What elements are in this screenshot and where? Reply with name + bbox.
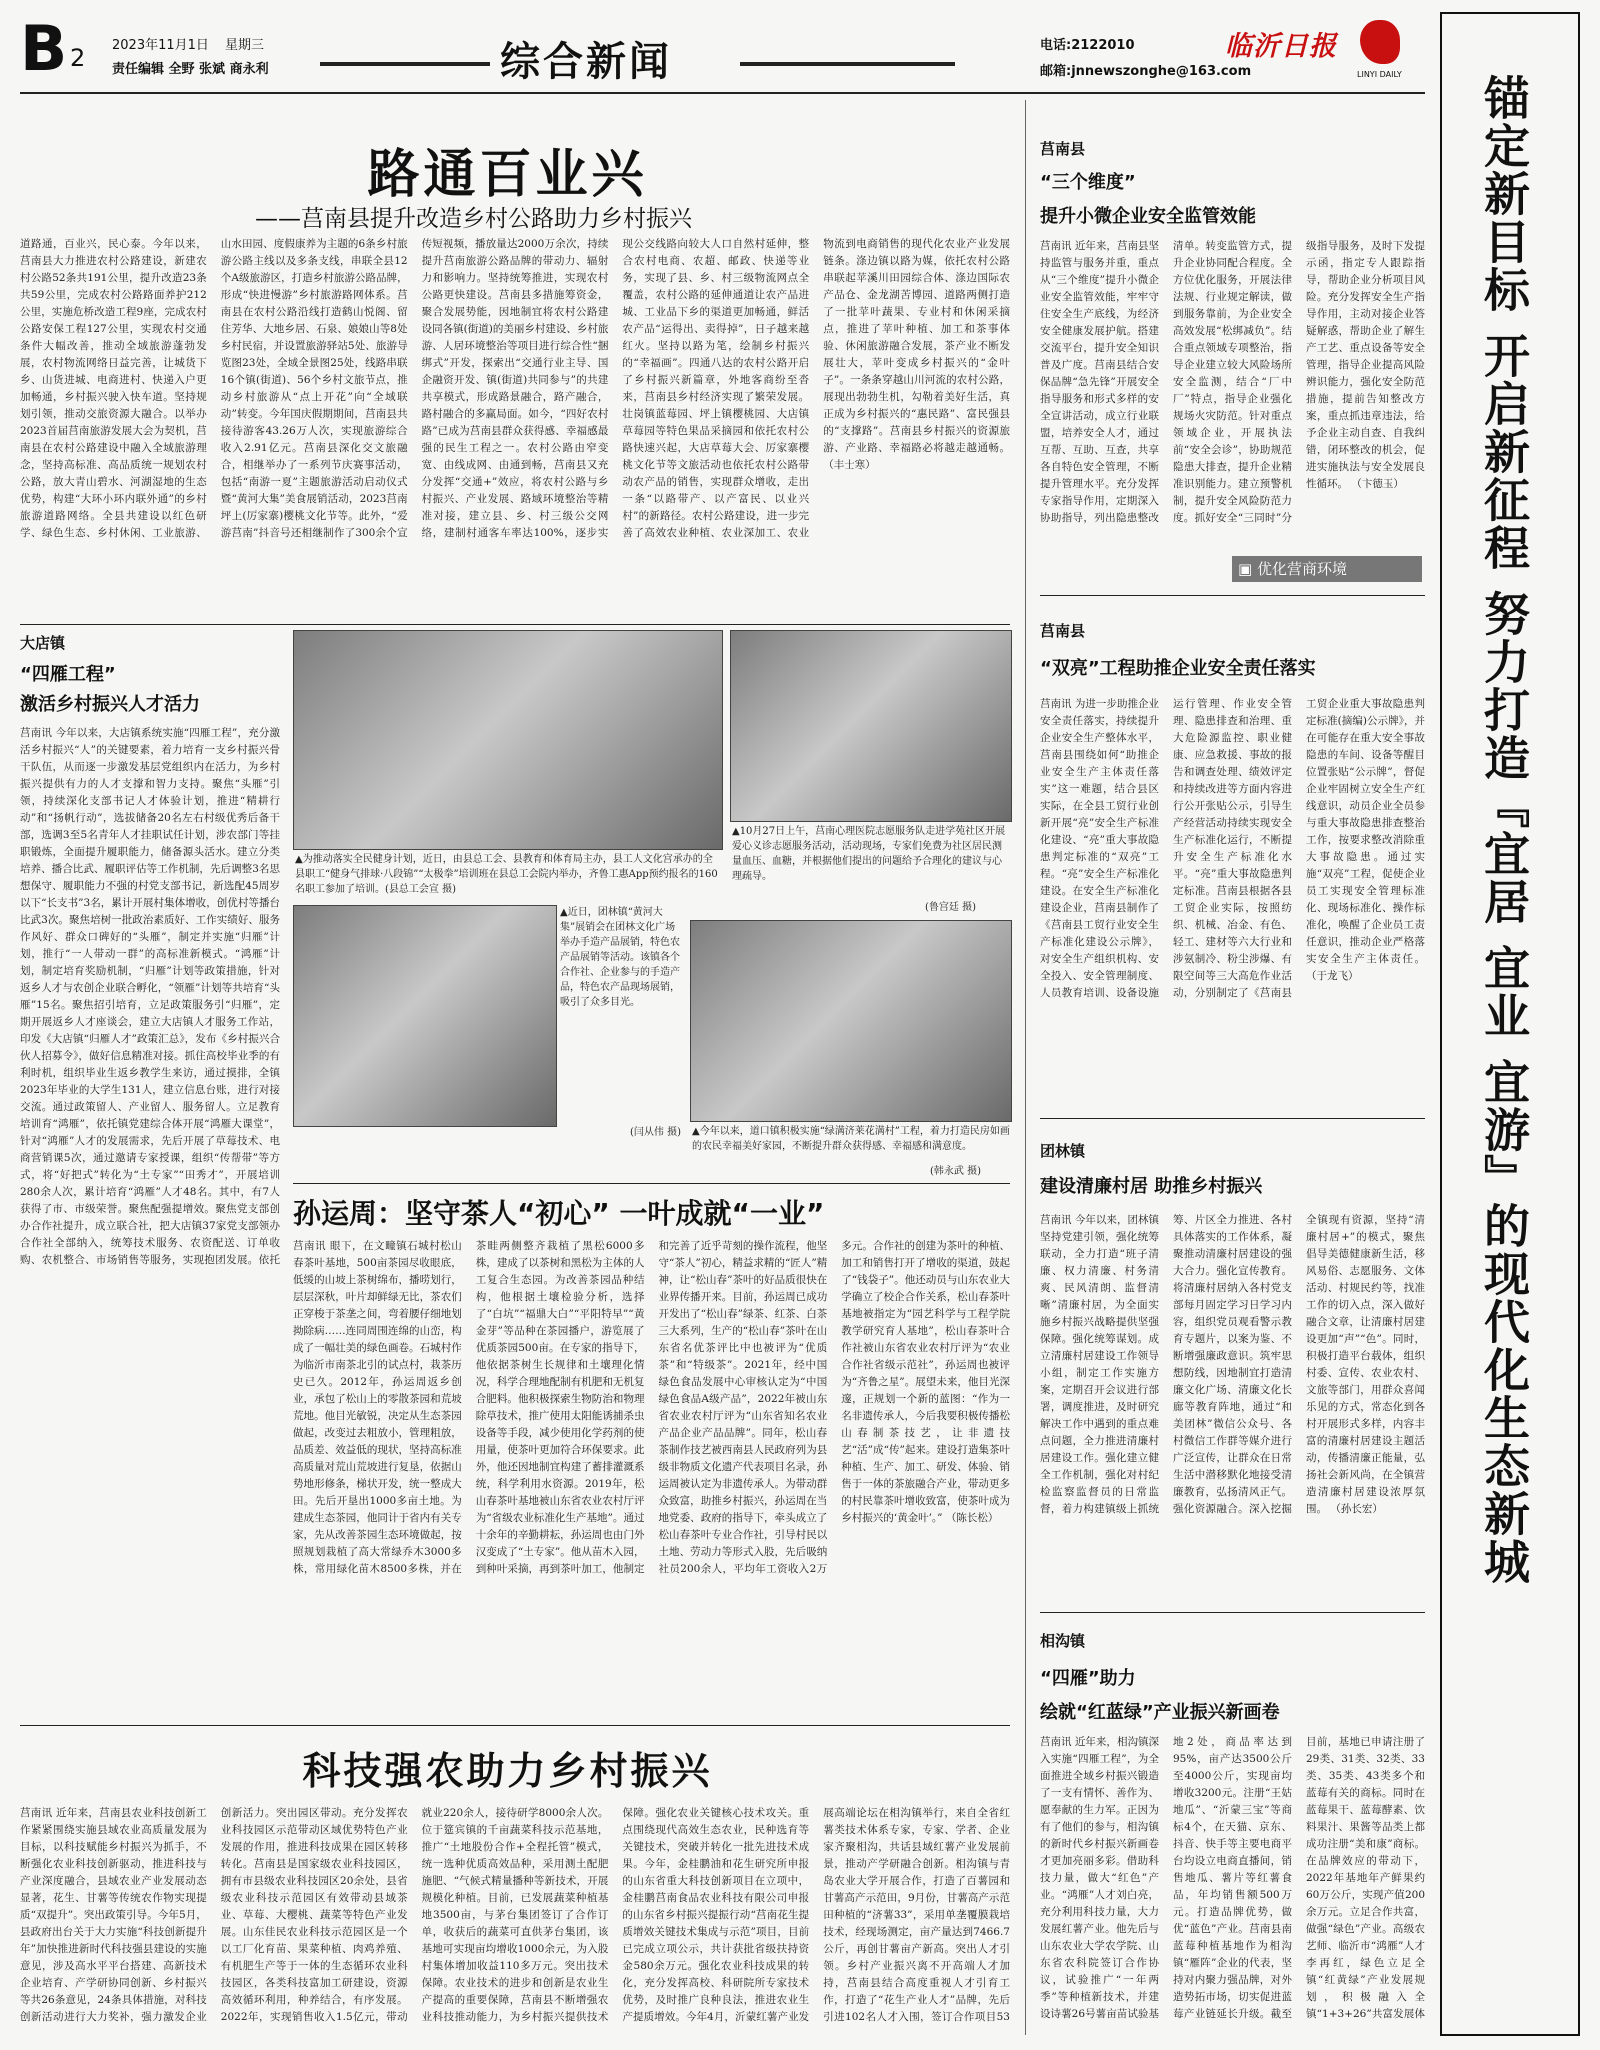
page-number: 2 — [70, 44, 86, 72]
masthead-bottom-rule — [20, 92, 1425, 94]
right1-body — [1040, 238, 1425, 578]
email: 邮箱:jnnewszonghe@163.com — [1040, 64, 1252, 79]
lead-body-text: 道路通，百业兴，民心泰。今年以来，莒南县大力推进农村公路建设，新建农村公路52条共191公里，提升改造23条共59公里，完成农村公路路面养护212公里，实施危桥改造工程9座，完成农村公路安保工程127公里，实现农村交通条件大幅改善，推动全域旅游蓬勃发展，农村物流网络日益完善，让城货下乡、山货进城、电商进村、快递入户更加畅通，乡村振兴驶入快车道。坚持规划引领，推动交旅资源大融合。以举办2023首届莒南旅游发展大会为契机，莒南县在农村公路建设中融入全域旅游理念，坚持高标准、高品质统一规划农村公路，放大青山碧水、河湖湿地的生态优势，构建“大环小环内联外通”的乡村旅游道路网络。全县共建设以红色研学、绿色生态、乡村休闲、工业旅游、山水田园、度假康养为主题的6条乡村旅游公路主线以及多条支线，串联全县12个A级旅游区，打造乡村旅游公路品牌，形成“快进慢游”乡村旅游路网体系。莒南县在农村公路沿线打造鹤山悦阁、留住芳华、大地乡居、石泉、娘娘山等8处乡村民宿，并设置旅游驿站5处、旅游导览图23处，全域全景图25处，线路串联16个镇(街道)、56个乡村文旅节点，推动乡村旅游从“点上开花”向“全域联动”转变。今年国庆假期期间，莒南县共接待游客43.26万人次，实现旅游综合收入2.91亿元。莒南县深化交文旅融合，相继举办了一系列节庆赛事活动，包括“南游一夏”主题旅游活动启动仪式暨“黄河大集”美食展销活动，2023莒南坪上(厉家寨)樱桃文化节等。此外，“爱游莒南”抖音号还相继制作了300余个宣传短视频，播放量达2000万余次，持续提升莒南旅游公路品牌的带动力、辐射力和影响力。坚持统筹推进，实现农村公路更快建设。莒南县多措施筹资金，聚合发展势能，因地制宜将农村公路建设同各镇(街道)的美丽乡村建设、乡村旅游、人居环境整治等项目进行综合性“捆绑式”开发，探索出“交通行业主导、国企融资开发、镇(街道)共同参与”的共建共享模式，形成路景融合，路产融合，路村融合的多赢局面。如今，“四好农村路”已成为莒南县群众获得感、幸福感最强的民生工程之一。农村公路由窄变宽、由线成网、由通到畅，莒南县又充分发挥“交通+”效应，将农村公路与乡村振兴、产业发展、路域环境整治等精准对接，建立县、乡、村三级公交网络，建制村通客车率达100%，逐步实现公交线路向较大人口自然村延伸，整合农村电商、农超、邮政、快递等业务，实现了县、乡、村三级物流网点全覆盖，农村公路的延伸通道让农产品进城、工业品下乡的渠道更加畅通，鲜活农产品“运得出、卖得掉”，日子越来越红火。坚持以路为笔，绘制乡村振兴的“幸福画”。四通八达的农村公路开启了乡村振兴新篇章，外地客商纷至沓来，莒南县乡村经济实现了繁荣发展。壮岗镇蓝莓园、坪上镇樱桃园、大店镇草莓园等特色果品采摘园和依托农村公路快速兴起，大店草莓大会、厉家寨樱桃文化节等文旅活动也依托农村公路带动农产品的销售，实现群众增收，走出一条“以路带产、以产富民、以业兴村”的新路径。农村公路建设，进一步完善了高效农业种植、农业深加工、农业物流到电商销售的现代化农业产业发展链条。涤边镇以路为媒，依托农村公路串联起苹溪川田园综合体、涤边国际农产品仓、金龙湖苦博园、道路两侧打造了一批苹叶蔬果、专业村和休闲采摘点，推进了苹叶种植、加工和茶事体验、休闲旅游融合发展，茶产业不断发展壮大，苹叶变成乡村振兴的“金叶子”。一条条穿越山川河流的农村公路，展现出勃勃生机，勾勒着美好生活，真正成为乡村振兴的“惠民路”、富民强县的“支撑路”。莒南县乡村振兴的资源旅游、产业路、幸福路必将越走越通畅。 — [20, 238, 1010, 539]
sun-body-text: 莒南讯 眼下，在文疃镇石城村松山春茶叶基地，500亩茶园尽收眼底，低缓的山坡上茶树绵布，播唠划行，层层深秋，叶片却鲜绿无比，茶农们正穿梭于茶垄之间，弯着腰仔细地划拗除病……连同周围连绵的山峦，构成了一幅壮美的绿色画卷。石城村作为临沂市南茶北引的试点村，栽茶历史已久。2012年，孙运周返乡创业，承包了松山上的零散茶园和荒坡荒地。他目光敏锐，决定从生态茶园做起，改变过去粗放小，管理粗放，品质差、效益低的现状，坚持高标准高质量对荒山荒坡进行复垦，依据山势地形修条，梯状开发，统一整成大田。先后开垦出1000多亩土地。为建成生态茶园，他同计于省内有关专家，先从改善茶园生态环境做起，按照规划栽植了高大常绿乔木3000多株，常用绿化苗木8500多株，并在茶畦两侧整齐栽植了黑松6000多株，建成了以茶树和黑松为主体的人工复合生态园。为改善茶园品种结构，他根据土壤检验分析，选择了“白坑”“福鼎大白”“平阳特早”“黄金芽”等品种在茶园播户，游览展了优质茶园500亩。在专家的指导下，他依据茶树生长规律和土壤理化情况，科学合理地配制有机肥和无机复合肥料。他积极探索生物防治和物理除草技术，推广使用太阳能诱捕杀虫设备等手段，减少使用化学药剂的使用量，使茶叶更加符合环保要求。此外，他还因地制宜构建了蓄排灌溉系统，科学利用水资源。2019年，松山春茶叶基地被山东省农业农村厅评为“省级农业标准化生产基地”。通过十余年的辛勤耕耘，孙运周也由门外汉变成了“土专家”。他从苗木入园，到种叶采摘，再到茶叶加工，他制定和完善了近乎苛刻的操作流程，他坚守“茶人”初心，精益求精的“匠人”精神，让“松山春”茶叶的好品质很快在业界传播开来。目前，孙运周已成功开发出了“松山春”绿茶、红茶、白茶三大系列，生产的“松山春”茶叶在山东省名优茶评比中也被评为“优质茶”和“特级茶”。2021年，经中国绿色食品发展中心审核认定为“中国绿色食品A级产品”，2022年被山东省农业农村厅评为“山东省知名农业产品企业产品品牌”。同年，松山春茶制作技艺被西南县人民政府列为县级非物质文化遗产代表项目名录，孙运周被认定为非遗传承人。为带动群众致富，助推乡村振兴，孙运周在当地党委、政府的指导下，牵头成立了松山春茶叶专业合作社，引导村民以土地、劳动力等形式入股，先后吸纳社员200余人，平均年工资收入2万多元。合作社的创建为茶叶的种植、加工和销售打开了增收的渠道，鼓起了“钱袋子”。他还动员与山东农业大学确立了校企合作关系，松山春茶叶基地被指定为“园艺科学与工程学院教学研究育人基地”，松山春茶叶合作社被山东省农业农村厅评为“农业合作社省级示范社”，孙运周也被评为“齐鲁之星”。展望未来，他目光深邃，正规划一个新的蓝图：“作为一名非遗传承人，今后我要积极传播松山春制茶技艺，让非遗技艺“活”成“传”起来。建设打造集茶叶种植、生产、加工、研发、体验、销售于一体的茶旅融合产业，带动更多的村民靠茶叶增收致富，使茶叶成为乡村振兴的‘黄金叶’。” — [293, 1240, 1010, 1575]
health-caption: ▲10月27日上午，莒南心理医院志愿服务队走进学苑社区开展爱心义诊志愿服务活动，活动现场，专家们免费为社区居民测量血压、血糖，并根据他们提出的问题给予合理化的建议与心理疏导。 — [732, 826, 1006, 882]
masthead-rule-right — [740, 62, 955, 66]
left-title-line1: “四雁工程” — [20, 664, 116, 685]
right3-body — [1040, 1212, 1425, 1602]
fair-photo — [293, 905, 557, 1127]
phone: 电话:2122010 — [1040, 38, 1135, 53]
tech-body — [20, 1805, 1010, 2035]
tech-body-text: 莒南讯 近年来，莒南县农业科技创新工作紧紧围绕实施县域农业高质量发展为目标，以科技赋能乡村振兴为抓手，不断强化农业科技创新驱动，推进科技与产业深度融合，县域农业产业发展动态显著，花生、甘薯等传统农作物实现提质“双提升”。突出政策引导。今年5月，县政府出台关于大力实施“科技创新提升年”加快推进新时代科技强县建设的实施意见，涉及高水平平台搭建、高新技术企业培育、产学研协同创新、乡村振兴等共26条意见，24条具体措施，对科技创新活动进行大力奖补，强力激发企业创新活力。突出园区带动。充分发挥农业科技园区示范带动区域优势特色产业发展的作用，推进科技成果在园区转移转化。莒南县是国家级农业科技园区，拥有市县级农业科技园区20余处，县省级农业科技示范园区有效带动县域茶业、草莓、大樱桃、蔬菜等特色产业发展。山东佳民农业科技示范园区是一个以工厂化育苗、果菜种植、肉鸡养殖、有机肥生产等于一体的生态循环农业科技园区，各类科技富加工研建设，资源高效循环利用，种养结合，有序发展。2022年，实现销售收入1.5亿元，带动就业220余人，接待研学8000余人次。位于筵宾镇的千亩蔬菜科技示范基地，推广“土地股份合作+全程托管”模式，统一选种优质高效品种，采用测土配肥施肥、“气候式精量播种等新技术，开展规模化种植。目前，已发展蔬菜种植基地3500亩，与茅台集团签订了合作订单，收获后的蔬菜可直供茅台集团，该基地可实现亩均增收1000余元，为入股村集体增加收益110多万元。突出技术保障。农业技术的进步和创新是农业生产提高的重要保障，莒南县不断增强农业科技推动能力，为乡村振兴提供技术保障。强化农业关键核心技术攻关。重点围绕现代高效生态农业，民种选育等关键技术，突破并转化一批先进技术成果。今年，金桂鹏油和花生研究所申报的山东省重大科技创新项目在立项中，金桂鹏莒南食品农业科技有限公司申报的山东省乡村振兴提振行动“莒南花生提质增效关键技术集成与示范”项目，目前已完成立项公示，共计获批省级扶持资金580余万元。强化农业科技成果的转化，充分发挥高校、科研院所专家技术优势，及时推广良种良法，推进农业生产提质增效。今年4月，沂蒙红薯产业发展高端论坛在相沟镇举行，来自全省红薯类技术体系专家，专家、学者、企业家齐聚相沟，共话县域红薯产业发展前景，推动产学研融合创新。相沟镇与青岛农业大学开展合作，打造了百薯园和甘薯高产示范田，9月份，甘薯高产示范田种植的“济薯33”，采用单垄覆膜栽培技术，经现场测定，亩产量达到7466.7公斤，再创甘薯亩产新高。突出人才引领。乡村产业振兴离不开高端人才加持，莒南县结合高度重视人才引育工作，打造了“花生产业人才”品牌，先后引进102名人才入围，签订合作项目53 — [20, 1807, 1010, 2023]
right3-bottom-rule — [1040, 1612, 1425, 1613]
sun-bottom-rule — [20, 1725, 1010, 1726]
right3-byline: （孙长宏） — [1330, 1503, 1383, 1515]
tag-icon: ▣ — [1238, 560, 1253, 578]
paper-name-en: LINYI DAILY — [1357, 70, 1402, 79]
masthead-rule-left — [320, 62, 490, 66]
right2-bottom-rule — [1040, 1118, 1425, 1119]
tag-label: 优化营商环境 — [1256, 560, 1347, 578]
lead-byline: （丰士寒） — [823, 459, 876, 471]
right1-body-text: 莒南讯 近年来，莒南县坚持监管与服务并重，重点从“三个维度”提升小微企业安全监管效能，牢牢守住安全生产底线，为经济安全健康发展护航。搭建交流平台，提升安全知识普及广度。莒南县结合安保品牌“急先锋”开展安全指导服务和形式多样的安全宣讲活动，成立行业联盟，培养安全人才，通过互帮、互助、互查，共享各自特色安全管理，不断提升管理水平。充分发挥专家指导作用，定期深入协助指导，列出隐患整改清单。转变监管方式，提升企业协同配合程度。全方位优化服务，开展法律法规、行业规定解读，做到服务靠前，为企业安全高效发展“松绑减负”。结合重点领域专项整治，指导企业建立较大风险场所安全监测，结合“厂中厂”特点，指导企业强化规场火灾防范。针对重点领域企业，开展执法前“安全会诊”，协助规范隐患大排查，提升企业精准识别能力。建立预警机制，提升安全风险防范力度。抓好安全“三同时”分级指导服务，及时下发提示函，指定专人跟踪指导，帮助企业分析项目风险。充分发挥安全生产指导作用，主动对接企业答疑解惑，帮助企业了解生产工艺、重点设备等安全管理，指导企业提高风险辨识能力，强化安全防范措施，提前告知整改方案，重点抓违章违法，给予企业主动自查、自我纠错，闭环整改的机会，促进实施执法与安全发展良性循环。 — [1040, 240, 1425, 524]
right1-title-line1: “三个维度” — [1040, 172, 1136, 193]
issue-date: 2023年11月1日 — [112, 38, 209, 53]
left-body — [20, 725, 280, 1273]
housing-photo — [690, 920, 1012, 1122]
paper-logo — [1225, 20, 1425, 90]
business-tag — [1232, 556, 1422, 582]
photos-bottom-rule — [293, 1183, 1010, 1184]
dance-caption: ▲为推动落实全民健身计划，近日，由县总工会、县教育和体育局主办，县工人文化宫承办的全县职工“健身气排球·八段锦”“太极拳”培训班在县总工会院内举办，齐鲁工惠App预约报名的160名职工参加了培训。(县总工会宣 摄) — [295, 854, 718, 895]
housing-credit: (韩永武 摄) — [930, 1166, 981, 1177]
housing-caption: ▲今年以来，道口镇积极实施“绿满济莱花满村”工程，着力打造民房如画的农民幸福美好家园，不断提升群众获得感、幸福感和满意度。 — [692, 1126, 1010, 1152]
right1-kicker: 莒南县 — [1040, 140, 1086, 158]
fair-caption: ▲近日，团林镇“黄河大集”展销会在团林文化广场举办手造产品展销，特色农产品展销等活动。该镇各个合作社、企业参与的手造产品，特色农产品现场展销，吸引了众多目光。 — [560, 907, 680, 1008]
health-photo — [730, 630, 1012, 822]
right4-body-text: 莒南讯 近年来，相沟镇深入实施“四雁工程”，为全面推进全域乡村振兴锻造了一支有情怀、善作为、愿奉献的生力军。正因为有了他们的参与，相沟镇的新时代乡村振兴新画卷才更加亮丽多彩。借助科技力量，做大“红色”产业。“鸿雁”人才刘白亮，充分利用科技力量，大力发展红薯产业。他先后与山东农业大学农学院、山东省农科院签订合作协议，试验推广“一年两季”等种植新技术，并建设诗薯26号薯亩苗试验基地2处，商品率达到95%，亩产达3500公斤至4000公斤，实现亩均增收3200元。注册“王姑地瓜”、“沂蒙三宝”等商标4个，在天猫、京东、抖音、快手等主要电商平台均设立电商直播间，销售地瓜、薯片等红薯食品，年均销售额500万元。打造品牌优势，做优“蓝色”产业。莒南县南蓝莓种植基地作为相沟镇“雁阵”企业的代表，坚持对内聚力强品牌，对外造势拓市场，切实促进蓝莓产业链延长升级。截至目前，基地已申请注册了29类、31类、32类、33类、35类、43类多个和蓝莓有关的商标。同时在蓝莓果干、蓝莓酵素、饮料果汁、果酱等品类上都成功注册“美和康”商标。在品牌效应的带动下，2022年基地年产鲜果约60万公斤，实现产值200余万元。立足合作共富，做强“绿色”产业。高级农艺师、临沂市“鸿雁”人才李再红，绿色立足全镇“红黄绿”产业发展规划，积极融入全镇“1+3+26”共富发展体 — [1040, 1736, 1425, 2020]
paper-name: 临沂日报 — [1225, 31, 1337, 62]
right1-bottom-rule — [1040, 595, 1425, 596]
right2-byline: （于龙飞） — [1306, 970, 1359, 982]
right1-byline: （卞德玉） — [1351, 478, 1404, 490]
right4-body — [1040, 1734, 1425, 2034]
right3-title: 建设清廉村居 助推乡村振兴 — [1040, 1176, 1263, 1197]
weekday: 星期三 — [225, 38, 265, 53]
right2-body — [1040, 696, 1425, 1108]
left-body-text: 莒南讯 今年以来，大店镇系统实施“四雁工程”，充分激活乡村振兴“人”的关键要素，着力培育一支乡村振兴骨干队伍，从而逐一步激发基层党组织内在活力，为乡村振兴提供有力的人才支撑和智力支持。聚焦“头雁”引领，持续深化支部书记人才体验计划，推进“精耕行动”和“扬帆行动”，选拔储备20名左右村级优秀后备干部，选调3至5名青年人才挂职试任计划，涉农部门等挂职锻炼，全面提升履职能力，储备源头活水。建立分类培养、播合比武、履职评估等工作机制，先后调整3名思想保守、履职能力不强的村党支部书记，新选配45周岁以下“长支书”3名，累计开展村集体增收，创优村等播台比武3次。聚焦培树一批政治素质好、工作实绩好、服务作风好、群众口碑好的“头雁”，制定并实施“归雁”计划，推行“一人带动一群”的高标准新模式。“鸿雁”计划，制定培育奖励机制，“归雁”计划等政策措施，针对返乡人才与农创企业联合孵化，“领雁”计划等共培育“头雁”15名。聚焦招引培育，立足政策服务引“归雁”，定期开展返乡人才座谈会，建立大店镇人才服务工作站，印发《大店镇“归雁人才”政策汇总》，发布《乡村振兴合伙人招募令》，做好信息精准对接。抓住高校毕业季的有利时机，组织毕业生返乡教学生来访，通过摸排，全镇2023年毕业的大学生131人，建立信息台账，进行对接交流。通过政策留人、产业留人、服务留人。立足教育培训育“鸿雁”，依托镇党建综合体开展“鸿雁大课堂”，针对“鸿雁”人才的发展需求，先后开展了草莓技术、电商营销课5次，通过邀请专家授课，组织“传帮带”等方式，将“好把式”转化为“土专家”“田秀才”，开展培训280余人次，累计培育“鸿雁”人才48名。其中，有7人获得了市、市级荣誉。聚焦配强提增效。聚焦党支部创办合作社提升，成立联合社，把大店镇37家党支部领办合作社全部纳入，统筹技术服务、农资配送、订单收购、农机整合、市场销售等服务，实现抱团发展。依托 — [20, 727, 280, 1266]
right2-body-text: 莒南讯 为进一步助推企业安全责任落实，持续提升企业安全生产整体水平，莒南县围绕如何“助推企业安全生产主体责任落实”这一难题，结合县区实际，在全县工贸行业创新开展“亮”安全生产标准化建设、“亮”重大事故隐患判定标准的“双亮”工程。“亮”安全生产标准化建设。在安全生产标准化建设企业，莒南县制作了《莒南县工贸行业安全生产标准化建设公示牌》，对安全生产组织机构、安全投入、安全管理制度、人员教育培训、设备设施运行管理、作业安全管理、隐患排查和治理、重大危险源监控、职业健康、应急救援、事故的报告和调查处理、绩效评定和持续改进等方面内容进行公开张贴公示，引导生产经营活动持续实现安全生产标准化运行，不断提升安全生产标准化水平。“亮”重大事故隐患判定标准。莒南县根据各县工贸企业实际，按照纺织、机械、冶金、有色、轻工、建材等六大行业和涉氨制冷、粉尘涉爆、有限空间等三大高危作业活动，分别制定了《莒南县工贸企业重大事故隐患判定标准(摘编)公示牌》，并在可能存在重大安全事故隐患的车间、设备等醒目位置张贴“公示牌”，督促企业牢固树立安全生产红线意识，动员企业全员参与重大事故隐患排查整治工作，按要求整改消除重大事故隐患。通过实施“双亮”工程，促使企业员工实现安全管理标准化、现场标准化、操作标准化，唤醒了企业员工责任意识，推动企业严格落实安全生产主体责任。 — [1040, 698, 1425, 999]
editors: 责任编辑 全野 张斌 商永利 — [112, 62, 269, 77]
lead-body — [20, 236, 1010, 618]
left-kicker: 大店镇 — [20, 634, 66, 652]
lead-bottom-rule — [20, 624, 1010, 625]
right2-title: “双亮”工程助推企业安全责任落实 — [1040, 658, 1316, 679]
right-divider — [1025, 100, 1026, 2035]
right4-title-line2: 绘就“红蓝绿”产业振兴新画卷 — [1040, 1702, 1280, 1723]
right4-title-line1: “四雁”助力 — [1040, 1668, 1136, 1689]
health-credit: (鲁宫廷 摄) — [925, 902, 976, 913]
right2-kicker: 莒南县 — [1040, 622, 1086, 640]
tech-title: 科技强农助力乡村振兴 — [302, 1749, 713, 1793]
sun-title: 孙运周：坚守茶人“初心” 一叶成就“一业” — [293, 1197, 825, 1230]
sun-byline: （陈长松） — [945, 1512, 999, 1524]
lead-subtitle: ——莒南县提升改造乡村公路助力乡村振兴 — [255, 206, 692, 232]
sun-body — [293, 1238, 1010, 1718]
dance-photo — [293, 630, 723, 850]
right1-title-line2: 提升小微企业安全监管效能 — [1040, 206, 1256, 227]
right3-kicker: 团林镇 — [1040, 1142, 1086, 1160]
slogan-text: 锚定新目标 开启新征程 努力打造『宜居 宜业 宜游』的现代化生态新城 — [1477, 74, 1531, 1587]
fair-credit: (闫从伟 摄) — [630, 1127, 681, 1138]
right3-body-text: 莒南讯 今年以来，团林镇坚持党建引领，强化统筹联动，全力打造“班子清廉、权力清廉、村务清爽、民风清朗、监督清晰”清廉村居，为全面实施乡村振兴战略提供坚强保障。强化统筹谋划。成立清廉村居建设工作领导小组，制定工作实施方案，定期召开会议进行部署，调度推进，及时研究解决工作中遇到的重点难点问题，全力推进清廉村居建设工作。强化建立健全工作机制，强化对村纪检监察监督员的日常监督，着力构建镇级上抓统筹、片区全力推进、各村具体落实的工作体系，凝聚推动清廉村居建设的强大合力。强化宣传教育。将清廉村居纳入各村党支部每月固定学习日学习内容，组织党员观看警示教育专题片，以案为鉴、不断增强廉政意识。筑牢思想防线，因地制宜打造清廉文化广场、清廉文化长廊等教育阵地，通过“和美团林”微信公众号、各村微信工作群等媒介进行广泛宣传，让群众在日常生活中潜移默化地接受清廉教育，弘扬清风正气。强化资源融合。深入挖掘全镇现有资源，坚持“清廉村居+”的模式，聚焦倡导美德健康新生活，移风易俗、志愿服务、文体活动、村规民约等，找准工作的切入点，深入做好融合文章，让清廉村居建设更加“声”“色”。同时，积极打造平台载体，组织村委、宣传、农业农村、文旅等部门，用群众喜闻乐见的方式，常态化到各村开展形式多样，内容丰富的清廉村居建设主题活动，传播清廉正能量，弘扬社会新风尚，在全镇营造清廉村居建设浓厚氛围。 — [1040, 1214, 1425, 1515]
section-letter: B — [20, 12, 68, 85]
logo-icon — [1360, 20, 1400, 64]
section-title: 综合新闻 — [500, 39, 672, 85]
slogan-box — [1440, 12, 1580, 2036]
left-title-line2: 激活乡村振兴人才活力 — [20, 694, 200, 715]
lead-title: 路通百业兴 — [367, 145, 648, 205]
right4-kicker: 相沟镇 — [1040, 1632, 1086, 1650]
